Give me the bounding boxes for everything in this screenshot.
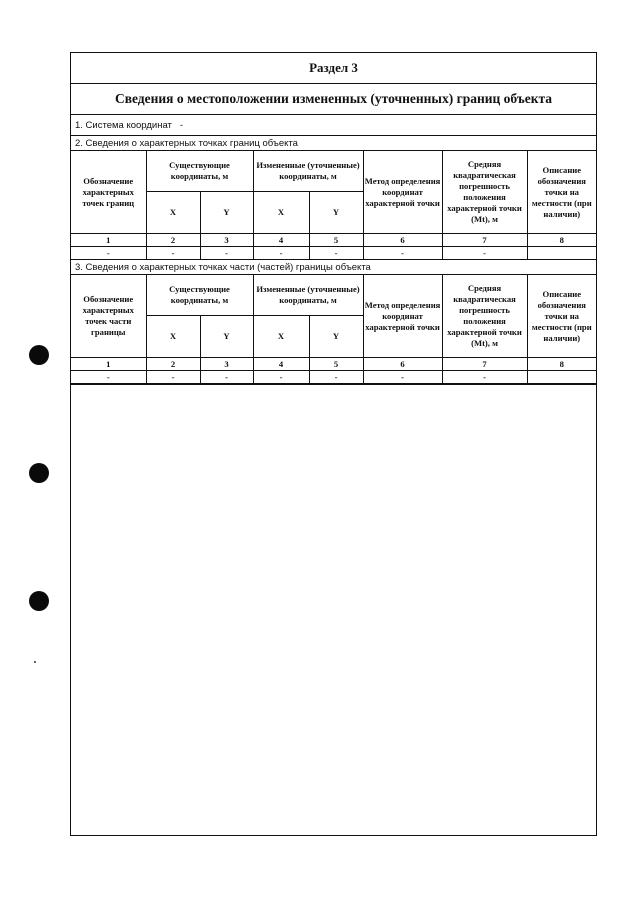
table1-cell	[527, 247, 596, 260]
section-title: Раздел 3	[71, 53, 596, 84]
table2-number-row	[71, 358, 596, 371]
table1-cell: -	[200, 247, 253, 260]
table1-number-row	[71, 234, 596, 247]
table2-header-y-existing: Y	[200, 316, 253, 358]
table1-col-number: 3	[200, 234, 253, 247]
table1-col-number: 4	[253, 234, 309, 247]
table2	[71, 275, 596, 384]
table2-cell: -	[442, 371, 527, 384]
coord-system-label: 1. Система координат	[75, 119, 172, 131]
table2-header-x-changed: X	[253, 316, 309, 358]
punch-hole-bottom	[29, 591, 49, 611]
table2-col-number: 1	[71, 358, 146, 371]
table2-col-number: 7	[442, 358, 527, 371]
table1-cell: -	[146, 247, 200, 260]
table1	[71, 151, 596, 260]
empty-body-area	[71, 384, 596, 385]
table1-cell: -	[363, 247, 442, 260]
table2-header-existing: Существующие координаты, м	[146, 275, 253, 316]
table1-cell: -	[309, 247, 363, 260]
table1-col-number: 5	[309, 234, 363, 247]
table1-header-x-existing: X	[146, 192, 200, 234]
table2-header-designation: Обозначение характерных точек части границы	[71, 275, 146, 358]
table-row	[71, 371, 596, 384]
table-row	[71, 247, 596, 260]
table2-col-number: 6	[363, 358, 442, 371]
table1-header-changed: Измененные (уточненные) координаты, м	[253, 151, 363, 192]
table2-header-description: Описание обозначения точки на местности (при наличии)	[527, 275, 596, 358]
table1-col-number: 7	[442, 234, 527, 247]
table1-header-error: Средняя квадратическая погрешность положения характерной точки (Mt), м	[442, 151, 527, 234]
table2-cell: -	[200, 371, 253, 384]
section-subtitle: Сведения о местоположении измененных (уточненных) границ объекта	[71, 84, 596, 115]
table1-header-method: Метод определения координат характерной точки	[363, 151, 442, 234]
table1-caption: 2. Сведения о характерных точках границ объекта	[71, 136, 596, 151]
coord-system-row	[71, 115, 596, 136]
table2-cell: -	[253, 371, 309, 384]
table1-header-x-changed: X	[253, 192, 309, 234]
table1-header-designation: Обозначение характерных точек границ	[71, 151, 146, 234]
table2-cell: -	[71, 371, 146, 384]
table2-cell: -	[363, 371, 442, 384]
table2-header-y-changed: Y	[309, 316, 363, 358]
table1-header-description: Описание обозначения точки на местности (при наличии)	[527, 151, 596, 234]
table1-header-y-changed: Y	[309, 192, 363, 234]
table2-header-error: Средняя квадратическая погрешность положения характерной точки (Mt), м	[442, 275, 527, 358]
table2-cell: -	[309, 371, 363, 384]
table1-header-existing: Существующие координаты, м	[146, 151, 253, 192]
scan-speck	[34, 661, 36, 663]
table2-header-x-existing: X	[146, 316, 200, 358]
table2-col-number: 5	[309, 358, 363, 371]
table1-col-number: 6	[363, 234, 442, 247]
table1-cell: -	[442, 247, 527, 260]
document-sheet	[70, 52, 597, 836]
table1-header-y-existing: Y	[200, 192, 253, 234]
table2-col-number: 2	[146, 358, 200, 371]
punch-hole-top	[29, 345, 49, 365]
punch-hole-middle	[29, 463, 49, 483]
table2-cell: -	[146, 371, 200, 384]
table1-col-number: 8	[527, 234, 596, 247]
table1-col-number: 1	[71, 234, 146, 247]
table2-header-method: Метод определения координат характерной точки	[363, 275, 442, 358]
table2-col-number: 4	[253, 358, 309, 371]
table2-cell	[527, 371, 596, 384]
table2-header-changed: Измененные (уточненные) координаты, м	[253, 275, 363, 316]
table1-cell: -	[71, 247, 146, 260]
table1-cell: -	[253, 247, 309, 260]
table2-col-number: 3	[200, 358, 253, 371]
table1-col-number: 2	[146, 234, 200, 247]
table2-caption: 3. Сведения о характерных точках части (частей) границы объекта	[71, 260, 596, 275]
coord-system-value: -	[179, 119, 184, 131]
table2-col-number: 8	[527, 358, 596, 371]
